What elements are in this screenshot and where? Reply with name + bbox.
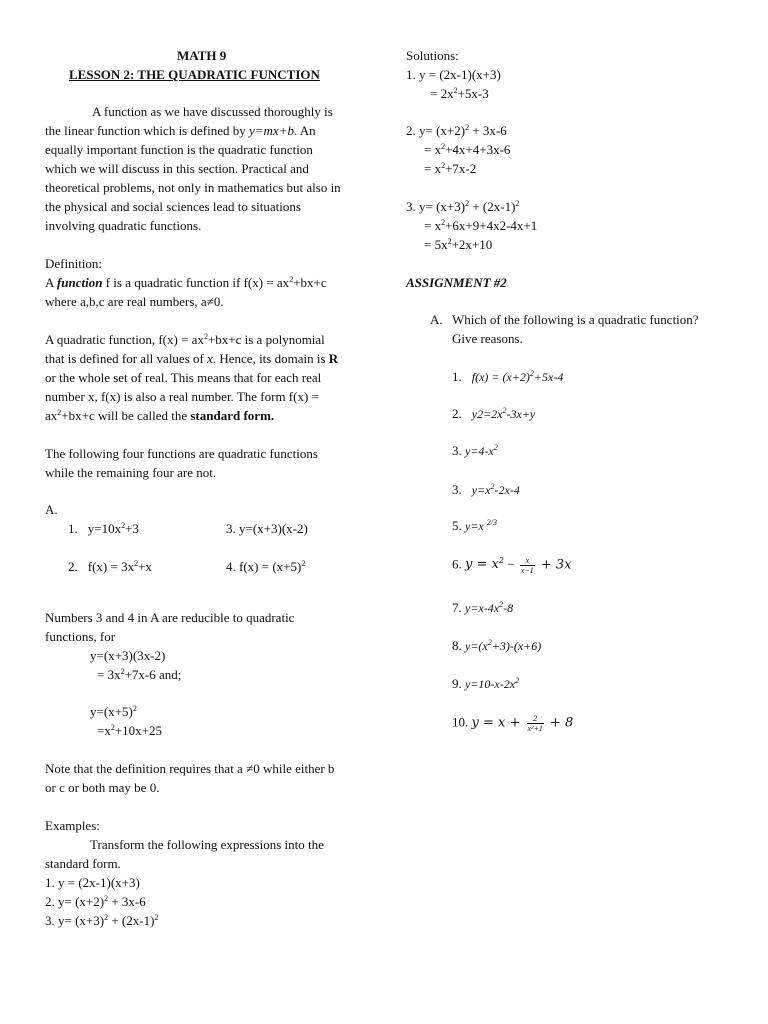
list-a-item-3: 3. y=(x+3)(x-2): [226, 521, 308, 536]
assignment-item-7: 7. $y=x-4x^2-8$: [452, 600, 514, 615]
course-title: MATH 9: [177, 48, 227, 63]
list-a-item-4: 4. $f(x) = (x+5)^2$: [226, 559, 306, 574]
assignment-title: ASSIGNMENT #2: [406, 275, 507, 290]
lesson-title: LESSON 2: THE QUADRATIC FUNCTION: [69, 67, 320, 82]
assignment-item-9: 9. $y=10-x-2x^2$: [452, 676, 520, 691]
assignment-item-1: 1. $f(x) = (x+2)^2+5x-4$: [452, 369, 564, 384]
assignment-item-6: 6. $y = x^2$ − $\frac{x}{x-1}$ + 3x: [452, 556, 572, 575]
assignment-item-3b: 3. $y=x^2-2x-4$: [452, 482, 520, 497]
assignment-item-10: 10. y = x + $\frac{2}{\text{x²+1}}$ + 8: [452, 714, 574, 733]
fraction-x-over-x-minus-1: $\frac{x}{x-1}$: [520, 556, 534, 575]
assignment-item-8: 8. $y=(x^2+3)-(x+6)$: [452, 638, 542, 653]
assignment-item-5: 5. y=x $^{2/3}$: [452, 518, 497, 533]
list-a-item-2: 2. $f(x) = 3x^2+x$: [68, 559, 152, 574]
assignment-item-2: 2. $y2=2x^2-3x+y$: [452, 406, 536, 421]
list-a-item-1: 1. $y=10x^2+3$: [68, 521, 139, 536]
fraction-2-over-x2-plus-1: $\frac{2}{\text{x²+1}}$: [527, 714, 543, 733]
assignment-item-3a: 3. $y=4-x^2$: [452, 443, 498, 458]
